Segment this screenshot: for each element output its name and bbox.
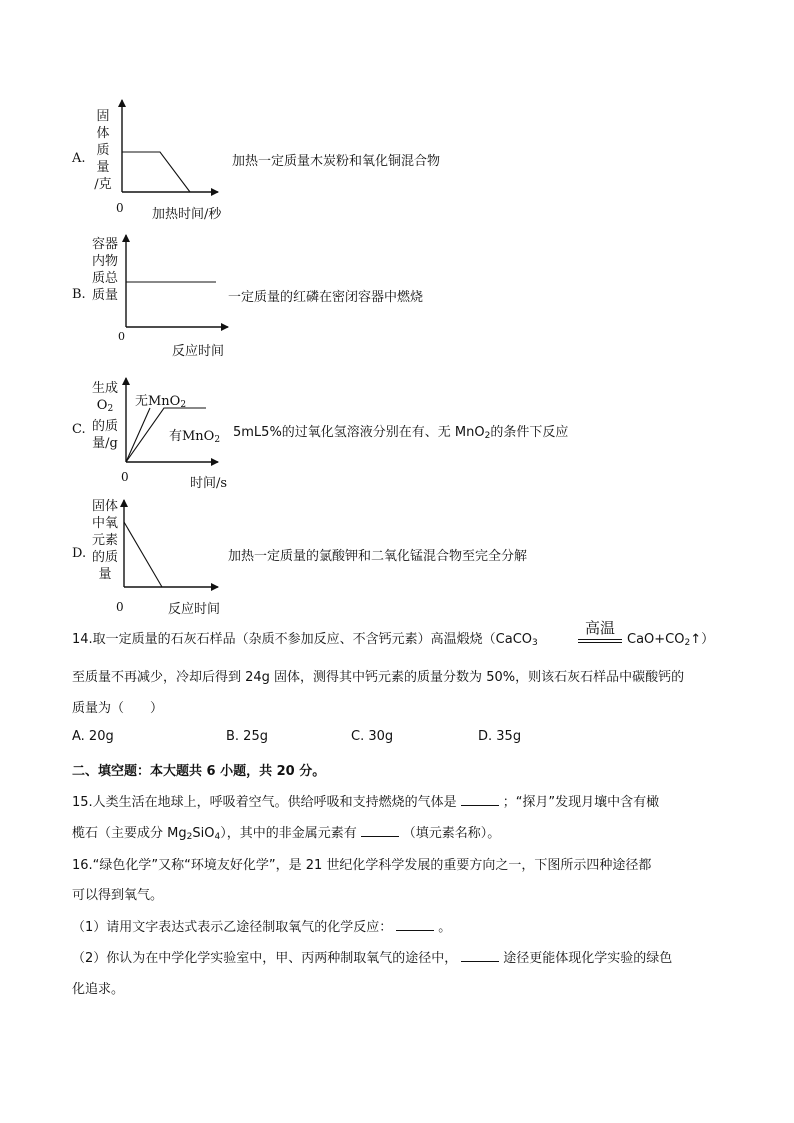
q15-line1-pre: 15.人类生活在地球上，呼吸着空气。供给呼吸和支持燃烧的气体是 (72, 795, 457, 810)
q14-line2: 至质量不再减少，冷却后得到 24g 固体，测得其中钙元素的质量分数为 50%，则该石灰石样品中碳酸钙的 (72, 670, 685, 685)
graph-a-origin: 0 (116, 201, 124, 215)
q14-line3: 质量为（ ） (72, 701, 164, 716)
graph-a-curve (122, 152, 190, 192)
graph-d-curve (124, 522, 162, 587)
graph-c-y-label-o2-sub: 2 (107, 404, 114, 414)
q15-line2-sub2: 4 (214, 832, 221, 842)
q14-line1 (72, 628, 538, 648)
graph-c-origin: 0 (121, 470, 129, 484)
q16-blank-1[interactable] (396, 929, 434, 931)
q14-line1-product (627, 628, 714, 648)
graph-c-y-label-line: 的质 (91, 419, 118, 434)
graph-c-curve1-label-sub: 2 (180, 400, 187, 410)
q16-sub2 (72, 947, 672, 966)
graph-c-description-post: 的条件下反应 (490, 425, 569, 440)
q16-line2: 可以得到氧气。 (72, 888, 164, 903)
q14-option-a[interactable]: A. 20g (72, 729, 114, 744)
graph-d-y-label-line: 的质 (91, 550, 118, 565)
graph-d-y-label-line: 元素 (91, 533, 118, 548)
q14-line1-sub: 3 (532, 638, 538, 648)
q15-blank-2[interactable] (361, 835, 399, 837)
q16-sub1-pre: （1）请用文字表达式表示乙途径制取氧气的化学反应： (72, 920, 393, 935)
q15-blank-1[interactable] (461, 804, 499, 806)
q15-line2-sub1: 2 (186, 832, 193, 842)
graph-c-x-label: 时间/s (190, 476, 228, 491)
graph-c-curve2-label-text: 有MnO (169, 429, 215, 444)
q14-line1-post: CaO+CO (627, 632, 685, 647)
graph-a-y-label-line: 量 (96, 160, 110, 175)
graph-b-y-label (88, 236, 122, 304)
graph-d-y-label-line: 中氧 (91, 516, 118, 531)
graph-c-y-label-o2 (88, 397, 122, 418)
q15-line2-post1: ），其中的非金属元素有 (220, 826, 357, 841)
graph-a-y-label (90, 108, 116, 193)
q14-option-c[interactable]: C. 30g (351, 729, 394, 744)
graph-a (122, 100, 218, 192)
graph-d-y-label-line: 量 (98, 567, 112, 582)
graph-b-y-label-line: 容器 (91, 237, 118, 252)
q16-blank-2[interactable] (461, 960, 499, 962)
graph-c-description-pre: 5mL5%的过氧化氢溶液分别在有、无 MnO (233, 425, 485, 440)
graph-a-description: 加热一定质量木炭粉和氧化铜混合物 (232, 154, 441, 169)
q16-sub2-post: 途径更能体现化学实验的绿色 (503, 951, 673, 966)
q14-option-b[interactable]: B. 25g (226, 729, 268, 744)
option-d-label: D. (72, 546, 87, 561)
graph-b-y-label-line: 质量 (91, 288, 118, 303)
option-c-label: C. (72, 422, 86, 437)
q14-condition-equals (578, 639, 622, 643)
q16-sub2-pre: （2）你认为在中学化学实验室中，甲、丙两种制取氧气的途径中， (72, 951, 458, 966)
option-a-label: A. (72, 151, 86, 166)
q15-line2-post2: （填元素名称）。 (402, 826, 501, 841)
graph-a-x-label: 加热时间/秒 (152, 207, 222, 222)
q14-line1-arrow: ↑） (690, 632, 715, 647)
section-2-heading: 二、填空题：本大题共 6 小题，共 20 分。 (72, 764, 326, 779)
graph-c-curve2-label-sub: 2 (214, 435, 221, 445)
q15-line2 (72, 822, 500, 842)
graph-d-y-label-line: 固体 (91, 499, 118, 514)
graph-c-y-label-o2-text: O (96, 398, 108, 413)
graph-c-y-label-line: 量/g (92, 436, 118, 451)
q14-line1-pre: 14.取一定质量的石灰石样品（杂质不参加反应、不含钙元素）高温煅烧（CaCO (72, 632, 533, 647)
graph-c-y-label (88, 380, 122, 452)
graph-c-description-sub: 2 (484, 431, 491, 441)
graph-a-y-label-line: 质 (96, 143, 110, 158)
graph-a-y-label-line: 固 (96, 109, 110, 124)
graph-c-y-label-line: 生成 (91, 381, 118, 396)
graph-c-description (233, 421, 568, 441)
q15-line1-post: ；“探月”发现月壤中含有橄 (502, 795, 660, 810)
q14-reaction-condition (578, 620, 622, 643)
graph-b-description: 一定质量的红磷在密闭容器中燃烧 (228, 290, 424, 305)
option-b-label: B. (72, 287, 86, 302)
graph-b-y-label-line: 内物 (91, 254, 118, 269)
graph-c-curve1-label (135, 390, 186, 410)
graph-b-x-label: 反应时间 (172, 344, 225, 359)
graph-d-x-label: 反应时间 (168, 602, 221, 617)
graph-b-origin: 0 (118, 330, 125, 343)
q16-sub1 (72, 916, 451, 935)
graph-b (126, 235, 228, 327)
q14-line1-post-sub: 2 (684, 638, 691, 648)
graph-d-description: 加热一定质量的氯酸钾和二氧化锰混合物至完全分解 (228, 549, 528, 564)
q16-sub2-line2: 化追求。 (72, 982, 125, 997)
q16-line1: 16.“绿色化学”又称“环境友好化学”，是 21 世纪化学科学发展的重要方向之一，下图所示四种途径都 (72, 858, 652, 873)
graph-c-curve1-label-text: 无MnO (135, 394, 181, 409)
graph-d-y-label (88, 498, 122, 583)
graph-b-y-label-line: 质总 (91, 271, 118, 286)
q16-sub1-post: 。 (438, 920, 452, 935)
q14-condition-text: 高温 (584, 619, 615, 637)
graph-c-curve-with-mno2 (126, 408, 150, 462)
graph-d-origin: 0 (116, 600, 124, 614)
q15-line2-mid: SiO (192, 826, 215, 841)
q14-option-d[interactable]: D. 35g (478, 729, 522, 744)
graph-d (124, 500, 218, 587)
graph-a-y-label-line: /克 (94, 177, 112, 192)
q15-line1 (72, 791, 659, 810)
graph-a-y-label-line: 体 (96, 126, 110, 141)
graph-c-curve2-label (169, 425, 220, 445)
q15-line2-pre: 榄石（主要成分 Mg (72, 826, 187, 841)
